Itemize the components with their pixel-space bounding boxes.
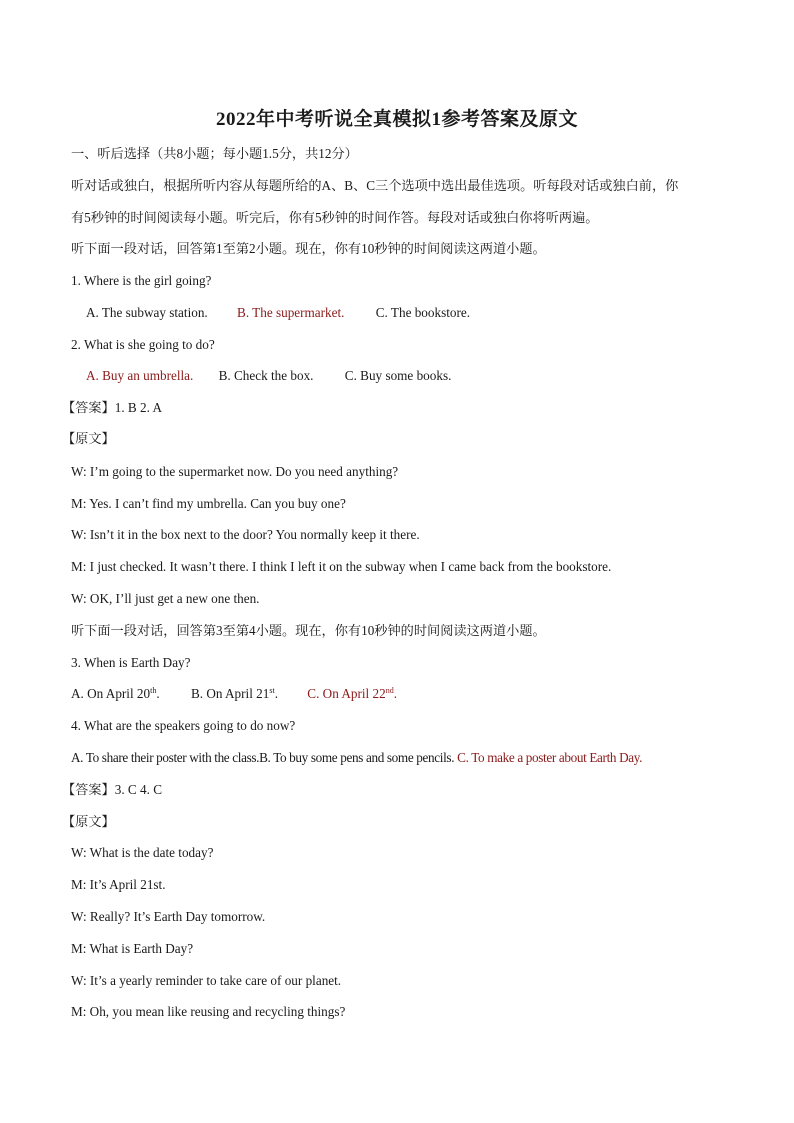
q3-options — [71, 685, 397, 703]
q4-option-c: C. To make a poster about Earth Day. — [457, 750, 643, 765]
transcript1-line-1: W: I’m going to the supermarket now. Do you need anything? — [71, 464, 399, 479]
q2-options — [86, 367, 451, 385]
q2-question: 2. What is she going to do? — [71, 337, 215, 352]
transcript1-line-5: W: OK, I’ll just get a new one then. — [71, 591, 260, 606]
dialogue2-intro: 听下面一段对话，回答第3至第4小题。现在，你有10秒钟的时间阅读这两道小题。 — [71, 623, 546, 638]
transcript2-line-1: W: What is the date today? — [71, 845, 214, 860]
q2-option-b: B. Check the box. — [218, 368, 314, 383]
transcript2-line-2: M: It’s April 21st. — [71, 877, 166, 892]
transcript1-line-3: W: Isn’t it in the box next to the door? You normally keep it there. — [71, 527, 420, 542]
instruction-line-2: 有5秒钟的时间阅读每小题。听完后，你有5秒钟的时间作答。每段对话或独白你将听两遍。 — [71, 210, 599, 225]
q1-question: 1. Where is the girl going? — [71, 273, 212, 288]
q3-question: 3. When is Earth Day? — [71, 655, 191, 670]
q1-options — [86, 304, 470, 322]
page-title: 2022年中考听说全真模拟1参考答案及原文 — [215, 109, 578, 130]
transcript1-line-2: M: Yes. I can’t find my umbrella. Can you buy one? — [71, 496, 346, 511]
q4-options — [71, 749, 642, 767]
q4-option-b: B. To buy some pens and some pencils. — [259, 750, 455, 765]
q1-option-a: A. The subway station. — [86, 305, 208, 320]
answer-key-2: 【答案】3. C 4. C — [62, 782, 163, 797]
transcript2-line-6: M: Oh, you mean like reusing and recycling things? — [71, 1004, 346, 1019]
transcript-label-2: 【原文】 — [62, 814, 115, 829]
q4-option-a: A. To share their poster with the class. — [71, 750, 260, 765]
transcript-label-1: 【原文】 — [62, 431, 115, 446]
q2-option-c: C. Buy some books. — [344, 368, 452, 383]
q3-option-c: C. On April 22nd. — [307, 686, 397, 701]
transcript2-line-4: M: What is Earth Day? — [71, 941, 194, 956]
section-heading: 一、听后选择（共8小题；每小题1.5分，共12分） — [71, 146, 358, 161]
q1-option-b: B. The supermarket. — [237, 305, 345, 320]
transcript2-line-5: W: It’s a yearly reminder to take care of our planet. — [71, 973, 342, 988]
answer-key-1: 【答案】1. B 2. A — [62, 400, 163, 415]
q4-question: 4. What are the speakers going to do now? — [71, 718, 296, 733]
q1-option-c: C. The bookstore. — [375, 305, 471, 320]
q3-option-a: A. On April 20th. — [71, 686, 160, 701]
transcript1-line-4: M: I just checked. It wasn’t there. I think I left it on the subway when I came back from the bookstore. — [71, 559, 612, 574]
transcript2-line-3: W: Really? It’s Earth Day tomorrow. — [71, 909, 266, 924]
q3-option-b: B. On April 21st. — [190, 686, 278, 701]
instruction-line-1: 听对话或独白，根据所听内容从每题所给的A、B、C三个选项中选出最佳选项。听每段对话或独白前，你 — [71, 178, 679, 193]
dialogue1-intro: 听下面一段对话，回答第1至第2小题。现在，你有10秒钟的时间阅读这两道小题。 — [71, 241, 546, 256]
q2-option-a: A. Buy an umbrella. — [86, 368, 194, 383]
